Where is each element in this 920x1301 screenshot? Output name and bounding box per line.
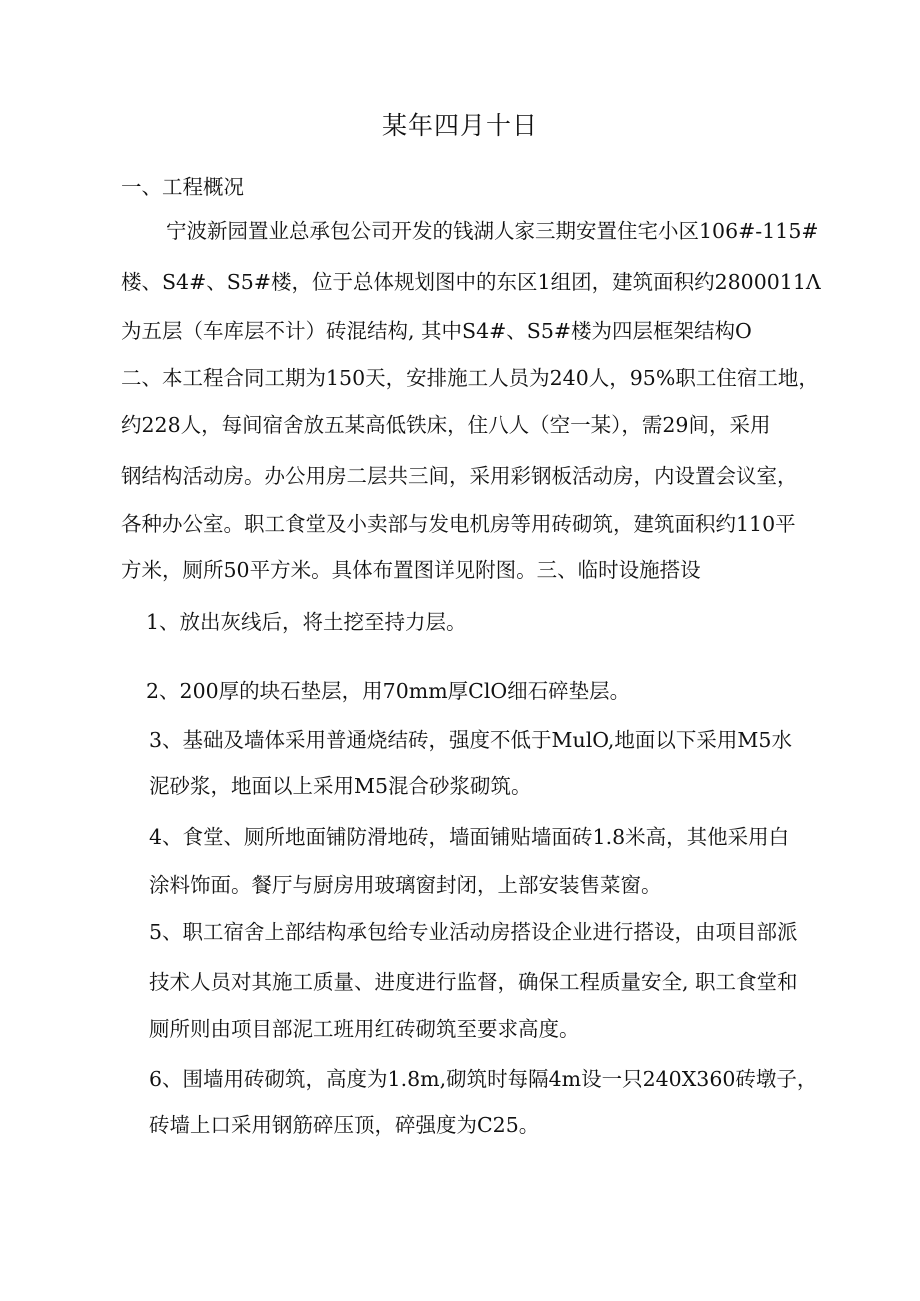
paragraph-line: 钢结构活动房。办公用房二层共三间，采用彩钢板活动房，内设置会议室， [121, 464, 798, 488]
paragraph-line: 约228人，每间宿舍放五某高低铁床，住八人（空一某），需29间，采用 [121, 413, 771, 437]
section-heading-overview: 一、工程概况 [121, 175, 244, 199]
list-item-2: 2、200厚的块石垫层，用70mm厚ClO细石碎垫层。 [146, 679, 631, 703]
list-item-3: 3、基础及墙体采用普通烧结砖，强度不低于MulO,地面以下采用M5水 [149, 728, 792, 752]
list-item-3-continued: 泥砂浆，地面以上采用M5混合砂浆砌筑。 [149, 774, 532, 798]
list-item-5-continued: 技术人员对其施工质量、进度进行监督，确保工程质量安全, 职工食堂和 [149, 970, 798, 994]
list-item-4: 4、食堂、厕所地面铺防滑地砖，墙面铺贴墙面砖1.8米高，其他采用白 [149, 825, 790, 849]
paragraph-line: 方米，厕所50平方米。具体布置图详见附图。三、临时设施搭设 [121, 558, 701, 582]
list-item-6: 6、围墙用砖砌筑，高度为1.8m,砌筑时每隔4m设一只240X360砖墩子， [149, 1067, 818, 1091]
list-item-5: 5、职工宿舍上部结构承包给专业活动房搭设企业进行搭设，由项目部派 [149, 920, 798, 944]
list-item-6-continued: 砖墙上口采用钢筋碎压顶，碎强度为C25。 [149, 1113, 540, 1137]
paragraph-line: 二、本工程合同工期为150天，安排施工人员为240人，95%职工住宿工地， [121, 366, 819, 390]
document-title: 某年四月十日 [381, 111, 538, 140]
list-item-5-continued: 厕所则由项目部泥工班用红砖砌筑至要求高度。 [149, 1017, 580, 1041]
list-item-4-continued: 涂料饰面。餐厅与厨房用玻璃窗封闭，上部安装售菜窗。 [149, 873, 662, 897]
list-item-1: 1、放出灰线后，将土挖至持力层。 [146, 610, 467, 634]
paragraph-line: 为五层（车库层不计）砖混结构, 其中S4#、S5#楼为四层框架结构O [121, 319, 752, 343]
paragraph-line: 各种办公室。职工食堂及小卖部与发电机房等用砖砌筑，建筑面积约110平 [121, 512, 796, 536]
paragraph-line: 宁波新园置业总承包公司开发的钱湖人家三期安置住宅小区106#-115# [166, 219, 819, 243]
paragraph-line: 楼、S4#、S5#楼，位于总体规划图中的东区1组团，建筑面积约2800011Λ [121, 270, 821, 294]
